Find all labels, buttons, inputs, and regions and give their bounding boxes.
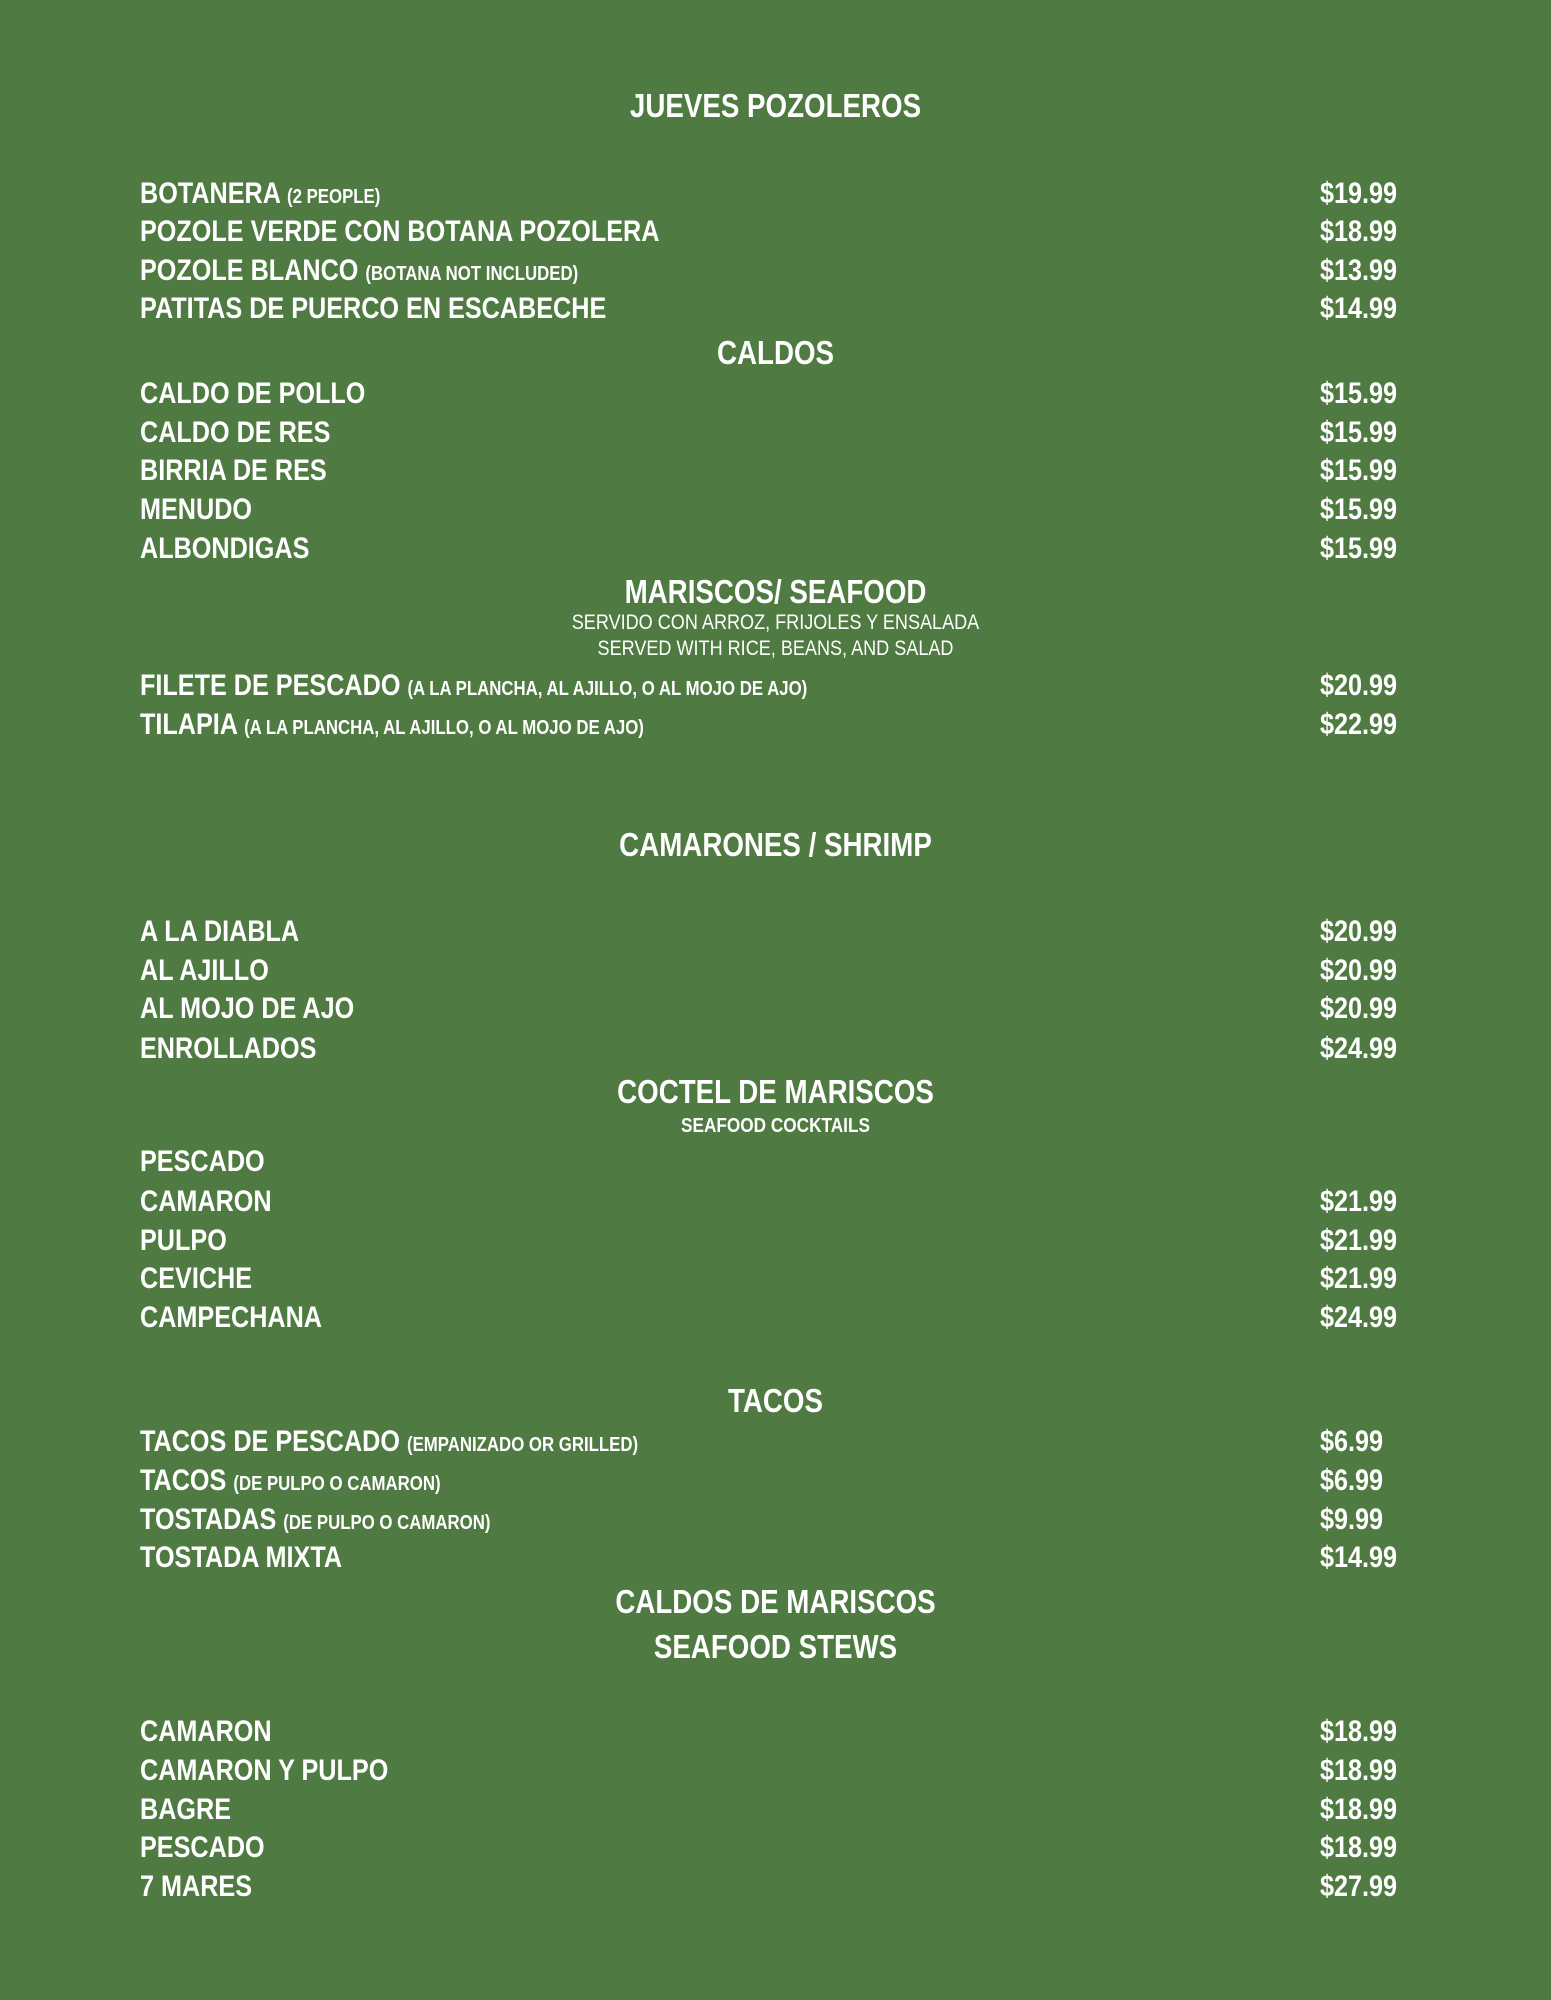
menu-item-tostadas: [140, 1501, 1410, 1539]
item-name: PESCADO: [140, 1145, 265, 1178]
menu-item-tacos-pulpo: [140, 1462, 1410, 1500]
item-price: $21.99: [1320, 1185, 1398, 1218]
menu-item-stew-camaron: [140, 1713, 1410, 1751]
menu-item-ceviche: [140, 1260, 1410, 1298]
section-subtitle-es: SERVIDO CON ARROZ, FRIJOLES Y ENSALADA: [571, 611, 980, 634]
menu-item-mojo-ajo: [140, 990, 1410, 1028]
item-name: TACOS: [140, 1464, 227, 1497]
menu-item-ajillo: [140, 952, 1410, 990]
item-name: PATITAS DE PUERCO EN ESCABECHE: [140, 292, 607, 325]
item-price: $20.99: [1320, 915, 1398, 948]
item-name: TILAPIA: [140, 708, 238, 741]
item-name-line: [140, 175, 380, 216]
section-title-caldos-mariscos: CALDOS DE MARISCOS: [615, 1583, 936, 1620]
item-price: $20.99: [1320, 954, 1398, 987]
menu-item-patitas: [140, 290, 1410, 328]
item-name: CEVICHE: [140, 1262, 253, 1295]
menu-item-coctel-pescado: [140, 1143, 1410, 1181]
menu-item-caldo-res: [140, 414, 1410, 452]
menu-item-tostada-mixta: [140, 1539, 1410, 1577]
menu-item-enrollados: [140, 1030, 1410, 1068]
item-price: $9.99: [1320, 1503, 1384, 1536]
section-title-tacos: TACOS: [728, 1382, 823, 1419]
item-name: TOSTADA MIXTA: [140, 1541, 343, 1574]
menu-item-tacos-pescado: [140, 1423, 1410, 1461]
menu-item-birria: [140, 452, 1410, 490]
item-price: $18.99: [1320, 1715, 1398, 1748]
item-name: CAMPECHANA: [140, 1301, 323, 1334]
item-price: $14.99: [1320, 1541, 1398, 1574]
item-price: $20.99: [1320, 669, 1398, 702]
item-name: ALBONDIGAS: [140, 532, 310, 565]
menu-item-pozole-blanco: [140, 252, 1410, 290]
item-price: $20.99: [1320, 992, 1398, 1025]
menu-item-filete-pescado: [140, 667, 1410, 705]
item-name: PESCADO: [140, 1831, 265, 1864]
item-name: BOTANERA: [140, 177, 280, 210]
menu-item-campechana: [140, 1299, 1410, 1337]
item-note: (2 PEOPLE): [287, 186, 381, 208]
menu-item-tilapia: [140, 706, 1410, 744]
menu-item-coctel-camaron: [140, 1183, 1410, 1221]
item-name-line: [140, 1462, 441, 1503]
section-title-coctel: COCTEL DE MARISCOS: [617, 1073, 934, 1110]
menu-item-albondigas: [140, 530, 1410, 568]
item-name: CAMARON: [140, 1185, 272, 1218]
item-name: 7 MARES: [140, 1870, 253, 1903]
item-name-line: [140, 667, 807, 708]
item-price: $18.99: [1320, 1793, 1398, 1826]
item-price: $6.99: [1320, 1425, 1384, 1458]
item-name: CAMARON Y PULPO: [140, 1754, 389, 1787]
item-price: $27.99: [1320, 1870, 1398, 1903]
item-note: (DE PULPO O CAMARON): [283, 1512, 491, 1534]
item-name: BIRRIA DE RES: [140, 454, 327, 487]
section-subtitle-cocktails: SEAFOOD COCKTAILS: [681, 1115, 870, 1137]
item-price: $6.99: [1320, 1464, 1384, 1497]
menu-item-coctel-pulpo: [140, 1222, 1410, 1260]
item-name-line: [140, 1423, 638, 1464]
menu-item-botanera: [140, 175, 1410, 213]
item-price: $15.99: [1320, 416, 1398, 449]
item-name: AL AJILLO: [140, 954, 269, 987]
item-price: $15.99: [1320, 377, 1398, 410]
item-price: $18.99: [1320, 1754, 1398, 1787]
item-name: MENUDO: [140, 493, 253, 526]
menu-item-stew-7-mares: [140, 1868, 1410, 1906]
item-name-line: [140, 252, 578, 293]
item-name: BAGRE: [140, 1793, 232, 1826]
menu-item-diabla: [140, 913, 1410, 951]
item-name-line: [140, 706, 644, 747]
item-name: CALDO DE POLLO: [140, 377, 366, 410]
item-name: ENROLLADOS: [140, 1032, 317, 1065]
item-name-line: [140, 1501, 490, 1542]
section-title-mariscos: MARISCOS/ SEAFOOD: [624, 573, 927, 610]
section-title-seafood-stews: SEAFOOD STEWS: [653, 1628, 898, 1665]
item-name: AL MOJO DE AJO: [140, 992, 355, 1025]
item-price: $13.99: [1320, 254, 1398, 287]
item-name: POZOLE BLANCO: [140, 254, 359, 287]
item-name: A LA DIABLA: [140, 915, 300, 948]
section-subtitle-en: SERVED WITH RICE, BEANS, AND SALAD: [597, 637, 954, 660]
item-name: FILETE DE PESCADO: [140, 669, 401, 702]
section-title-pozoleros: JUEVES POZOLEROS: [629, 87, 922, 124]
item-price: $21.99: [1320, 1262, 1398, 1295]
item-name: TOSTADAS: [140, 1503, 277, 1536]
item-note: (DE PULPO O CAMARON): [233, 1473, 441, 1495]
menu-item-stew-pescado: [140, 1829, 1410, 1867]
item-price: $15.99: [1320, 493, 1398, 526]
item-price: $24.99: [1320, 1301, 1398, 1334]
item-price: $22.99: [1320, 708, 1398, 741]
section-title-caldos: CALDOS: [716, 334, 835, 371]
item-price: $15.99: [1320, 532, 1398, 565]
item-price: $15.99: [1320, 454, 1398, 487]
item-price: $21.99: [1320, 1224, 1398, 1257]
item-price: $19.99: [1320, 177, 1398, 210]
menu-item-caldo-pollo: [140, 375, 1410, 413]
item-name: PULPO: [140, 1224, 227, 1257]
menu-item-pozole-verde: [140, 213, 1410, 251]
item-name: TACOS DE PESCADO: [140, 1425, 400, 1458]
item-name: CALDO DE RES: [140, 416, 331, 449]
item-note: (EMPANIZADO OR GRILLED): [406, 1434, 639, 1456]
menu-item-menudo: [140, 491, 1410, 529]
item-price: $18.99: [1320, 215, 1398, 248]
item-name: POZOLE VERDE CON BOTANA POZOLERA: [140, 215, 660, 248]
item-name: CAMARON: [140, 1715, 272, 1748]
item-note: (BOTANA NOT INCLUDED): [365, 263, 579, 285]
item-price: $24.99: [1320, 1032, 1398, 1065]
item-price: $14.99: [1320, 292, 1398, 325]
section-title-camarones: CAMARONES / SHRIMP: [619, 826, 932, 863]
menu-item-stew-bagre: [140, 1791, 1410, 1829]
menu-item-stew-camaron-pulpo: [140, 1752, 1410, 1790]
item-note: (A LA PLANCHA, AL AJILLO, O AL MOJO DE AJO): [407, 678, 808, 700]
item-price: $18.99: [1320, 1831, 1398, 1864]
item-note: (A LA PLANCHA, AL AJILLO, O AL MOJO DE AJO): [244, 717, 644, 739]
